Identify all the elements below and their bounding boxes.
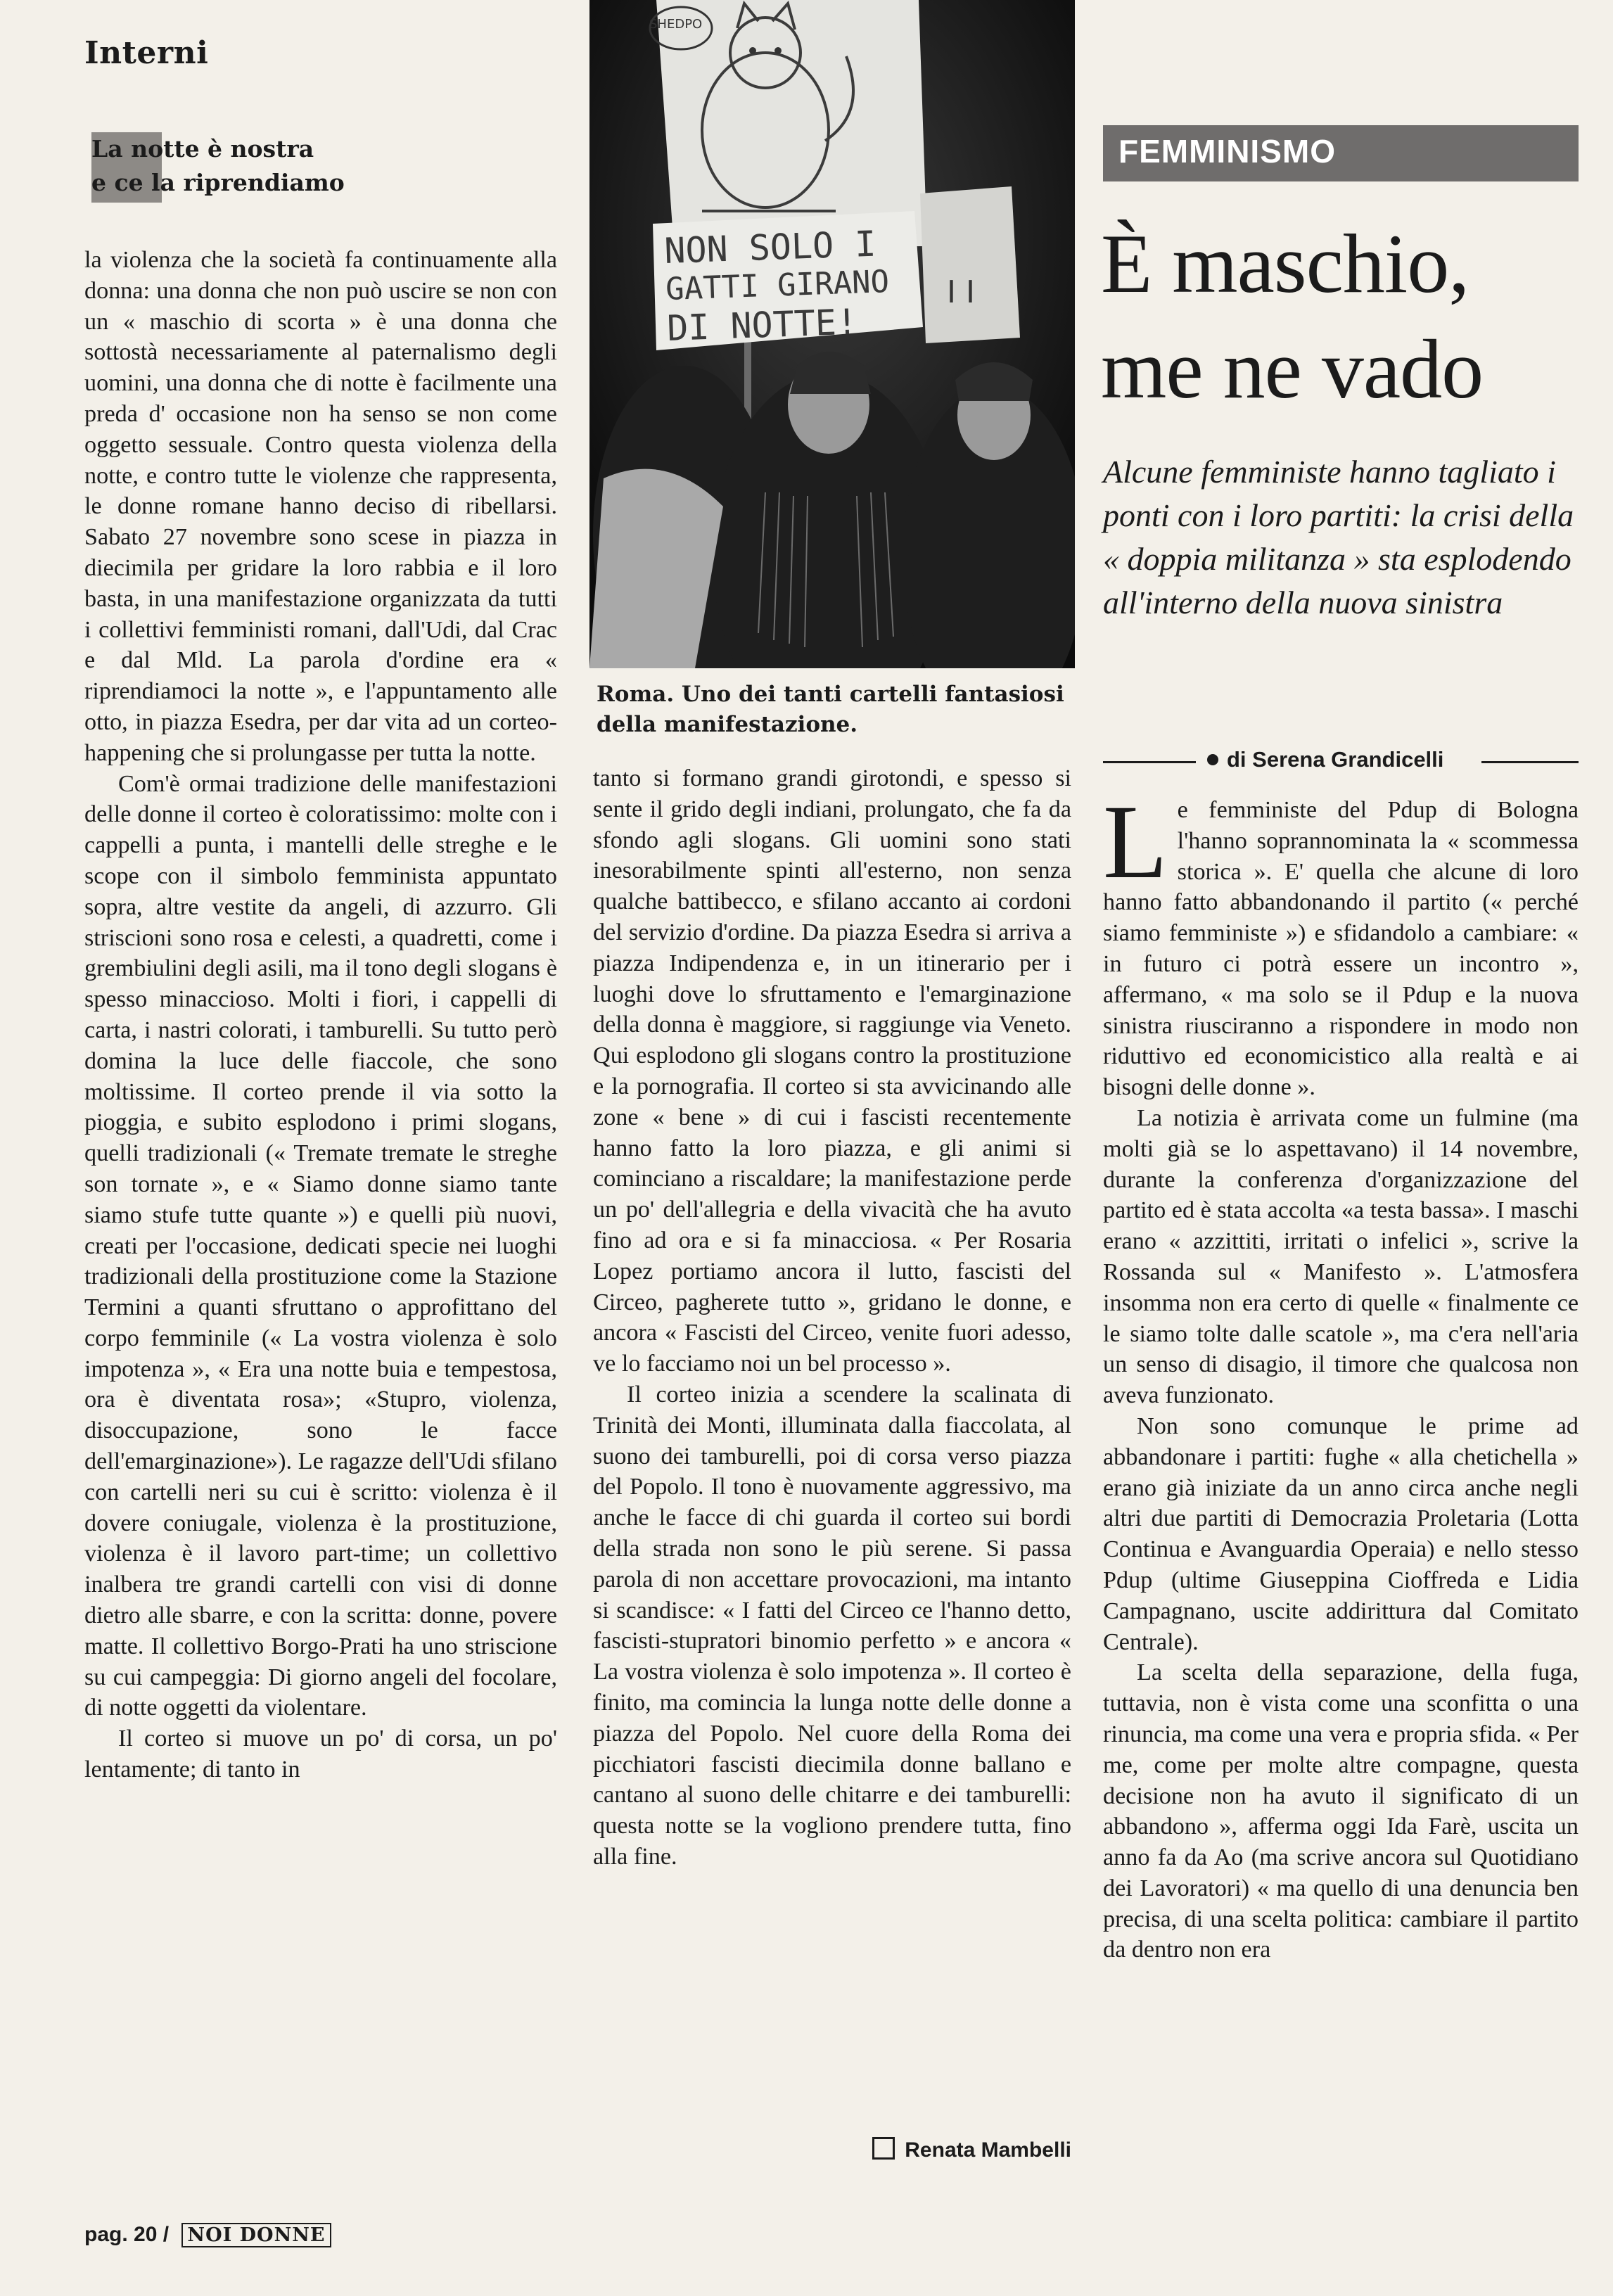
- magazine-logo: NOI DONNE: [181, 2223, 331, 2247]
- section-label: Interni: [84, 35, 209, 71]
- byline-text: [1207, 747, 1443, 772]
- right-paragraph-4: La scelta della separazione, della fuga, tuttavia, non è vista come una sconfitta o una rinuncia, ma come una vera e propria sfida. « Per me, come per molte altre compagne, questa decisione non ha avuto il significato di un abbandono », afferma oggi Ida Farè, uscita un anno fa da Ao (ma scrive ancora sul Quotidiano dei Lavoratori) « ma quello di una denuncia ben precisa, di una scelta politica: cambiare il partito da dentro non era: [1103, 1659, 1579, 1963]
- placard-line-1: NON SOLO I: [663, 223, 877, 272]
- right-paragraph-1-text: e femministe del Pdup di Bologna l'hanno soprannominata la « scommessa storica ». E' quella che alcune di loro hanno fatto abbandonando il partito (« perché siamo femministe ») e sfidandolo a cambiare: « in futuro ci potrà essere un incontro », affermano, « ma solo se il Pdup e la nuova sinistra riusciranno a rispondere in modo non riduttivo ed economicistico alla realtà e ai bisogni delle donne ».: [1103, 797, 1579, 1101]
- section-tag-bar: [1103, 125, 1579, 181]
- page-number: pag. 20: [84, 2223, 158, 2246]
- photo-illustration: [589, 0, 1075, 668]
- kicker-text: La notte è nostra e ce la riprendiamo: [91, 135, 345, 196]
- right-paragraph-1: [1103, 784, 1579, 1103]
- right-paragraph-3: Non sono comunque le prime ad abbandonare i partiti: fughe « alla chetichella » erano già iniziate da un anno circa anche negli altri due partiti di Democrazia Proletaria (Lotta Continua e Avanguardia Operaia) e nello stesso Pdup (ultime Giuseppina Cioffreda e Lidia Campagnano, uscite addirittura dal Comitato Centrale).: [1103, 1412, 1579, 1655]
- photo-caption: Roma. Uno dei tanti cartelli fantasiosi della manifestazione.: [597, 682, 1064, 737]
- drop-cap: L: [1103, 784, 1168, 900]
- left-article-kicker: [91, 132, 401, 200]
- placard-line-2: GATTI GIRANO: [665, 263, 890, 307]
- right-paragraph-2: La notizia è arrivata come un fulmine (ma molti già se lo aspettavano) il 14 novembre, durante la conferenza d'organizzazione del partito ed è stata accolta «a testa bassa». I maschi erano « azzittiti, irritati o infelici », scrive la Rossanda sul « Manifesto ». L'atmosfera insomma non era certo di quelle « finalmente ce le siamo tolte dalle scatole », ma c'era nell'aria un senso di disagio, il timore che qualcosa non aveva funzionato.: [1103, 1104, 1579, 1409]
- left-paragraph-1: la violenza che la società fa continuamente alla donna: una donna che non può uscire se non con un « maschio di scorta » è una donna che sottostà necessariamente al paternalismo degli uomini, una donna che di notte è facilmente una preda d' occasione non ha senso se non come oggetto sessuale. Contro questa violenza della notte, e contro tutte le violenze che rappresenta, le donne romane hanno deciso di ribellarsi. Sabato 27 novembre sono scese in piazza in diecimila per gridare la loro rabbia e il loro basta, in una manifestazione organizzata da tutti i collettivi femministi romani, dall'Udi, dal Crac e dal Mld. La parola d'ordine era « riprendiamoci la notte », e l'appuntamento alle otto, in piazza Esedra, per dar vita ad un corteo-happening che si prolungasse per tutta la notte.: [84, 247, 557, 766]
- byline-rule-left: [1103, 761, 1196, 763]
- right-article-column: [1103, 784, 1579, 1965]
- end-mark-icon: [872, 2137, 895, 2160]
- demonstration-photo: [589, 0, 1075, 668]
- left-article-author: Renata Mambelli: [905, 2138, 1071, 2162]
- left-paragraph-3-cont: tanto si formano grandi girotondi, e spesso si sente il grido degli indiani, prolungato, che fa da sfondo agli slogans. Gli uomini sono stati inesorabilmente spinti all'esterno, non senza qualche battibecco, e sfilano accanto ai cordoni del servizio d'ordine. Da piazza Esedra si arriva a piazza Indipendenza e, in un itinerario per i luoghi dove lo sfruttamento e l'emarginazione della donna è maggiore, si raggiunge via Veneto. Qui esplodono gli slogans contro la prostituzione e la pornografia. Il corteo si sta avvicinando alle zone « bene » di cui i fascisti recentemente hanno fatto la loro piazza, e gli animi si cominciano a riscaldare; la manifestazione perde un po' dell'allegria e della vivacità che ha avuto fino ad ora e si fa minacciosa. « Per Rosaria Lopez portiamo ancora il lutto, fascisti del Circeo, pagherete tutto », gridano le donne, e ancora « Fascisti del Circeo, venite fuori adesso, ve lo facciamo noi un bel processo ».: [593, 765, 1071, 1377]
- svg-text:I I: I I: [947, 274, 975, 310]
- right-article-headline: È maschio, me ne vado: [1101, 217, 1484, 416]
- photo-bubble-text: SHEDPO: [649, 17, 703, 32]
- section-tag: FEMMINISMO: [1118, 133, 1336, 170]
- left-article-column-1: [84, 245, 557, 1785]
- right-article-standfirst: Alcune femministe hanno tagliato i ponti con i loro partiti: la crisi della « doppia militanza » sta esplodendo all'interno della nuova sinistra: [1103, 454, 1574, 620]
- right-article-byline: [1103, 744, 1579, 779]
- left-paragraph-2: Com'è ormai tradizione delle manifestazioni delle donne il corteo è coloratissimo: molte con i cappelli a punta, i mantelli delle streghe e le scope con il simbolo femminista appuntato sopra, altre vestite da angeli, di azzurro. Gli striscioni sono rosa e celesti, a quadretti, come i grembiulini degli asili, ma il tono degli slogans è spesso minaccioso. Molti i fiori, i cappelli di carta, i nastri colorati, i tamburelli. Su tutto però domina la luce delle fiaccole, che sono moltissime. Il corteo prende il via sotto la pioggia, e subito esplodono i primi slogans, quelli tradizionali (« Tremate tremate le streghe son tornate », e « Siamo donne siamo tante siamo stufe tutte quante ») e quelli più nuovi, creati per l'occasione, dedicati specie nei luoghi tradizionali della prostituzione come la Stazione Termini a quanti sfruttano o approfittano del corpo femminile (« La vostra violenza è solo impotenza », « Era una notte buia e tempestosa, ora è diventata rosa»; «Stupro, violenza, disoccupazione, sono le facce dell'emarginazione»). Le ragazze dell'Udi sfilano con cartelli neri su cui è scritto: violenza è il dovere coniugale, violenza è la prostituzione, violenza è il lavoro part-time; un collettivo inalbera tre grandi cartelli con visi di donne dietro alle sbarre, e con la scritta: donne, povere matte. Il collettivo Borgo-Prati ha uno striscione su cui campeggia: Di giorno angeli del focolare, di notte oggetti da violentare.: [84, 770, 557, 1721]
- page-footer: [84, 2223, 331, 2247]
- placard-line-3: DI NOTTE!: [666, 301, 859, 349]
- footer-separator: /: [162, 2223, 170, 2246]
- byline-author: di Serena Grandicelli: [1227, 747, 1444, 772]
- left-paragraph-4: Il corteo inizia a scendere la scalinata di Trinità dei Monti, illuminata dalla fiaccolata, al suono dei tamburelli, poi di corsa verso piazza del Popolo. Il tono è nuovamente aggressivo, ma anche le facce di chi guarda il corteo sui bordi della strada non sono le più serene. Si passa parola di non accettare provocazioni, ma intanto si scandisce: « I fatti del Circeo ce l'hanno detto, fascisti-stupratori binomio perfetto » e ancora « La vostra violenza è solo impotenza ». Il corteo è finito, ma comincia la lunga notte delle donne a piazza del Popolo. Nel cuore della Roma dei picchiatori fascisti diecimila donne ballano e cantano al suono delle chitarre e dei tamburelli: questa notte se la vogliono prendere tutta, fino alla fine.: [593, 1381, 1071, 1870]
- left-paragraph-3-start: Il corteo si muove un po' di corsa, un po' lentamente; di tanto in: [84, 1726, 557, 1783]
- bullet-icon: [1207, 754, 1218, 765]
- byline-rule-right: [1481, 761, 1579, 763]
- left-article-signoff: [837, 2137, 1071, 2162]
- left-article-column-2: [593, 763, 1071, 1873]
